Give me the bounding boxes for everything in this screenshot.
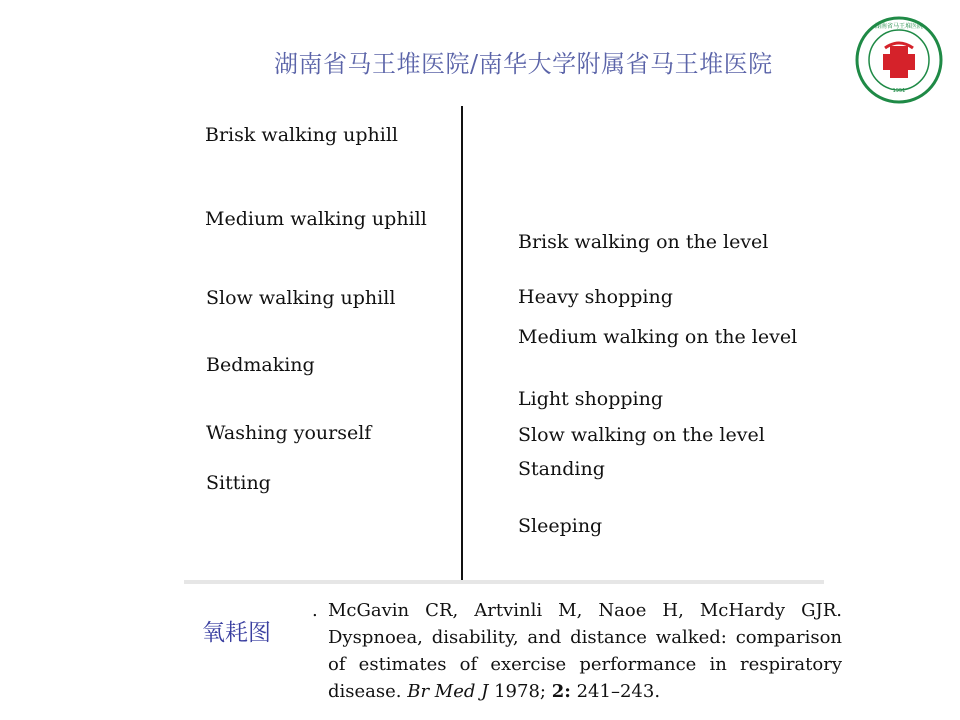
cross-horizontal bbox=[883, 54, 915, 70]
citation-volume: 2: bbox=[551, 681, 571, 702]
logo-year: 1951 bbox=[892, 88, 906, 94]
oxygen-cost-scale-line bbox=[461, 106, 463, 580]
citation-year: 1978; bbox=[494, 681, 546, 702]
logo-ring-text: 湖南省马王堆医院 bbox=[874, 23, 924, 30]
citation-pages: 241–243. bbox=[576, 681, 661, 702]
left-activity: Slow walking uphill bbox=[206, 287, 396, 309]
citation-journal: Br Med J bbox=[407, 681, 489, 702]
right-activity: Sleeping bbox=[518, 515, 603, 537]
right-activity: Medium walking on the level bbox=[518, 326, 798, 348]
left-activity: Medium walking uphill bbox=[205, 208, 427, 230]
page-title: 湖南省马王堆医院/南华大学附属省马王堆医院 bbox=[274, 50, 773, 78]
left-activity: Washing yourself bbox=[206, 422, 372, 444]
left-activity: Sitting bbox=[206, 472, 271, 494]
citation-authors-title: McGavin CR, Artvinli M, Naoe H, McHardy GJR. Dyspnoea, disability, and distance walked: comparison of estimates of exercise performance in respiratory disease. bbox=[328, 600, 842, 702]
hospital-logo bbox=[855, 16, 943, 104]
right-activity: Brisk walking on the level bbox=[518, 231, 769, 253]
left-activity: Bedmaking bbox=[206, 354, 315, 376]
right-activity: Slow walking on the level bbox=[518, 424, 765, 446]
citation bbox=[312, 597, 842, 705]
right-activity: Standing bbox=[518, 458, 605, 480]
divider bbox=[184, 580, 824, 584]
right-activity: Light shopping bbox=[518, 388, 663, 410]
diagram-caption: 氧耗图 bbox=[202, 620, 271, 646]
right-activity: Heavy shopping bbox=[518, 286, 673, 308]
left-activity: Brisk walking uphill bbox=[205, 124, 398, 146]
citation-bullet: . bbox=[312, 600, 318, 621]
